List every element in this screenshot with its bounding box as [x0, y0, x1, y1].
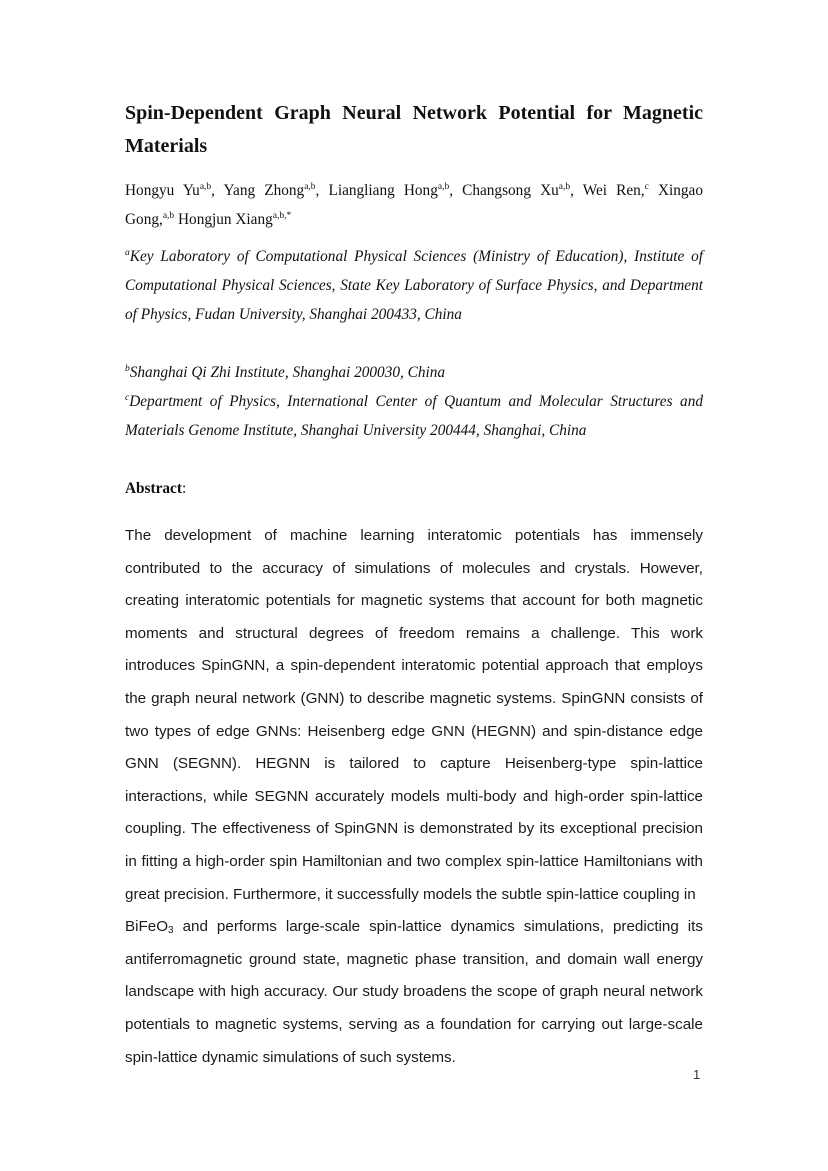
author: Hongyu Yu$^{a,b}$,	[125, 182, 224, 199]
affiliation-mark: c	[125, 393, 130, 403]
paper-title: Spin-Dependent Graph Neural Network Potential for Magnetic Materials	[125, 102, 703, 157]
author: Hongjun Xiang$^{a,b,*}$	[178, 211, 292, 228]
affiliation-c	[125, 387, 703, 445]
abstract-body: The development of machine learning interatomic potentials has immensely contributed to the accuracy of simulations of molecules and crystals. However, creating interatomic potentials for magnetic systems that account for both magnetic moments and structural degrees of freedom remains a challenge. This work introduces SpinGNN, a spin-dependent interatomic potential approach that employs the graph neural network (GNN) to describe magnetic systems. SpinGNN consists of two types of edge GNNs: Heisenberg edge GNN (HEGNN) and spin-distance edge GNN (SEGNN). HEGNN is tailored to capture Heisenberg-type spin-lattice interactions, while SEGNN accurately models multi-body and high-order spin-lattice coupling. The effectiveness of SpinGNN is demonstrated by its exceptional precision in fitting a high-order spin Hamiltonian and two complex spin-lattice Hamiltonians with great precision. Furthermore, it successfully models the subtle spin-lattice coupling in BiFeO$_3$ and performs large-scale spin-lattice dynamics simulations, predicting its antiferromagnetic ground state, magnetic phase transition, and domain wall energy landscape with high accuracy. Our study broadens the scope of graph neural network potentials to magnetic systems, serving as a foundation for carrying out large-scale spin-lattice dynamic simulations of such systems.	[125, 527, 703, 1066]
affiliation-mark: b	[125, 364, 130, 374]
affiliation-a	[125, 242, 703, 329]
author: Wei Ren,$^c$	[582, 182, 649, 199]
chemical-formula: BiFeO$_3$	[125, 918, 174, 937]
affiliation-mark: a	[125, 248, 130, 258]
abstract-heading: Abstract:	[125, 480, 187, 497]
author: Liangliang Hong$^{a,b}$,	[328, 182, 463, 199]
author: Xingao Gong,$^{a,b}$	[125, 182, 703, 228]
author: Changsong Xu$^{a,b}$,	[462, 182, 583, 199]
author: Yang Zhong$^{a,b}$,	[223, 182, 329, 199]
affiliation-b	[125, 358, 703, 387]
affiliation-text: Department of Physics, International Center of Quantum and Molecular Structures and Materials Genome Institute, Shanghai University 200444, Shanghai, China	[125, 393, 703, 439]
author-list	[125, 176, 703, 234]
affiliation-text: Shanghai Qi Zhi Institute, Shanghai 200030, China	[129, 364, 446, 381]
page-number: 1	[693, 1067, 701, 1082]
affiliation-text: Key Laboratory of Computational Physical Sciences (Ministry of Education), Institute of Computational Physical Sciences, State Key Laboratory of Surface Physics, and Department of Physics, Fudan University, Shanghai 200433, China	[125, 248, 703, 323]
